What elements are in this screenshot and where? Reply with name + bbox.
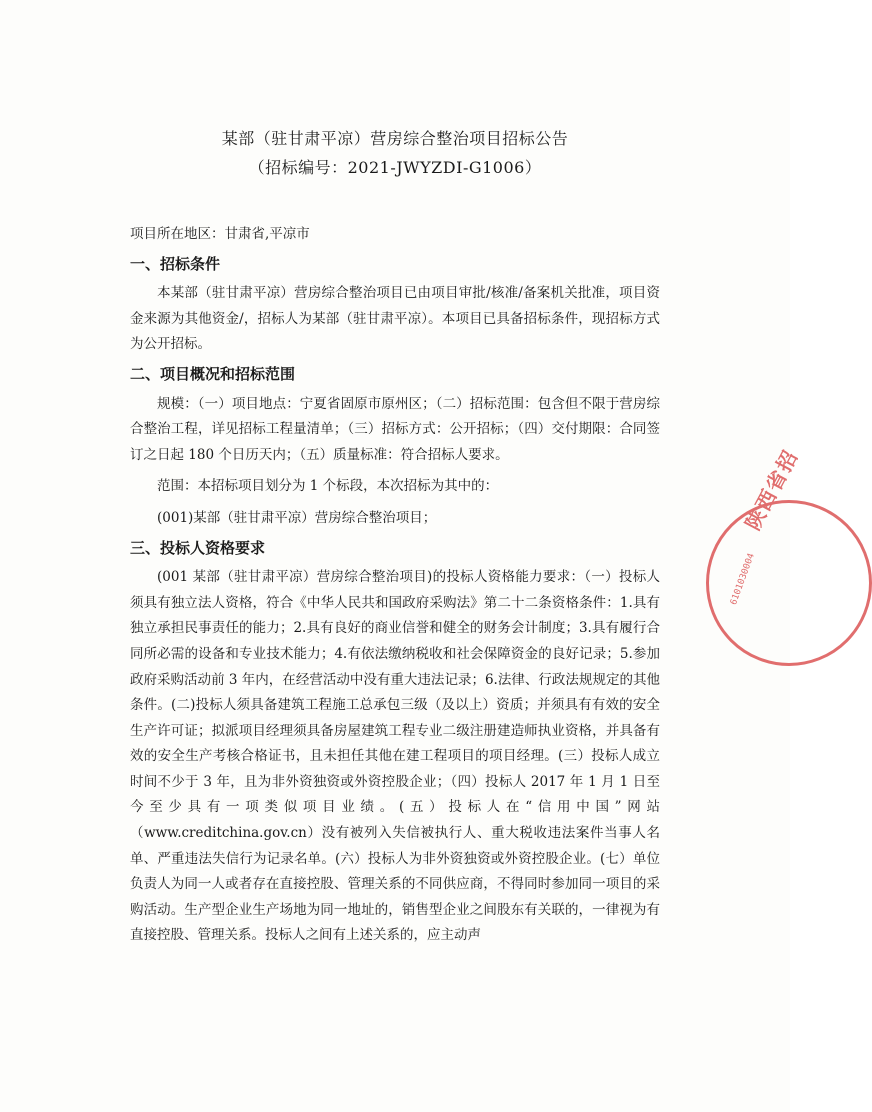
seal-number: 6101030004	[729, 552, 757, 607]
official-seal	[706, 445, 872, 666]
document-body	[130, 222, 660, 949]
section-1-paragraph: 本某部（驻甘肃平凉）营房综合整治项目已由项目审批/核准/备案机关批准，项目资金来源为其他资金/，招标人为某部（驻甘肃平凉）。本项目已具备招标条件，现招标方式为公开招标。	[130, 285, 660, 353]
section-heading-3: 三、投标人资格要求	[130, 538, 266, 557]
section-2-lot: (001)某部（驻甘肃平凉）营房综合整治项目；	[157, 509, 437, 526]
section-2-scope: 范围：本招标项目划分为 1 个标段，本次招标为其中的：	[157, 478, 499, 495]
document-title: 某部（驻甘肃平凉）营房综合整治项目招标公告	[221, 129, 569, 148]
tender-number: （招标编号：2021-JWYZDI-G1006）	[248, 158, 542, 177]
project-region: 项目所在地区：甘肃省,平凉市	[130, 226, 310, 242]
section-heading-2: 二、项目概况和招标范围	[130, 364, 296, 383]
section-3-requirements: (001 某部（驻甘肃平凉）营房综合整治项目)的投标人资格能力要求：（一）投标人须具有独立法人资格，符合《中华人民共和国政府采购法》第二十二条资格条件：1.具有独立承担民事责任的能力；2.具有良好的商业信誉和健全的财务会计制度；3.具有履行合同所必需的设备和专业技术能力；4.有依法缴纳税收和社会保障资金的良好记录；5.参加政府采购活动前 3 年内，在经营活动中没有重大违法记录；6.法律、行政法规规定的其他条件。(二)投标人须具备建筑工程施工总承包三级（及以上）资质；并须具有有效的安全生产许可证；拟派项目经理须具备房屋建筑工程专业二级注册建造师执业资格，并具备有效的安全生产考核合格证书，且未担任其他在建工程项目的项目经理。(三）投标人成立时间不少于 3 年，且为非外资独资或外资控股企业；（四）投标人 2017 年 1 月 1 日至今至少具有一项类似项目业绩。(五）投标人在“信用中国”网站（www.creditchina.gov.cn）没有被列入失信被执行人、重大税收违法案件当事人名单、严重违法失信行为记录名单。(六）投标人为非外资独资或外资控股企业。(七）单位负责人为同一人或者存在直接控股、管理关系的不同供应商，不得同时参加同一项目的采购活动。生产型企业生产场地为同一地址的，销售型企业之间股东有关联的，一律视为有直接控股、管理关系。投标人之间有上述关系的，应主动声	[130, 569, 660, 944]
section-2-scale: 规模：（一）项目地点：宁夏省固原市原州区；（二）招标范围：包含但不限于营房综合整治工程，详见招标工程量清单；（三）招标方式：公开招标；（四）交付期限：合同签订之日起 180 个日历天内；（五）质量标准：符合招标人要求。	[130, 395, 660, 463]
section-heading-1: 一、招标条件	[130, 254, 221, 273]
seal-text: 陕西省招	[740, 445, 804, 535]
